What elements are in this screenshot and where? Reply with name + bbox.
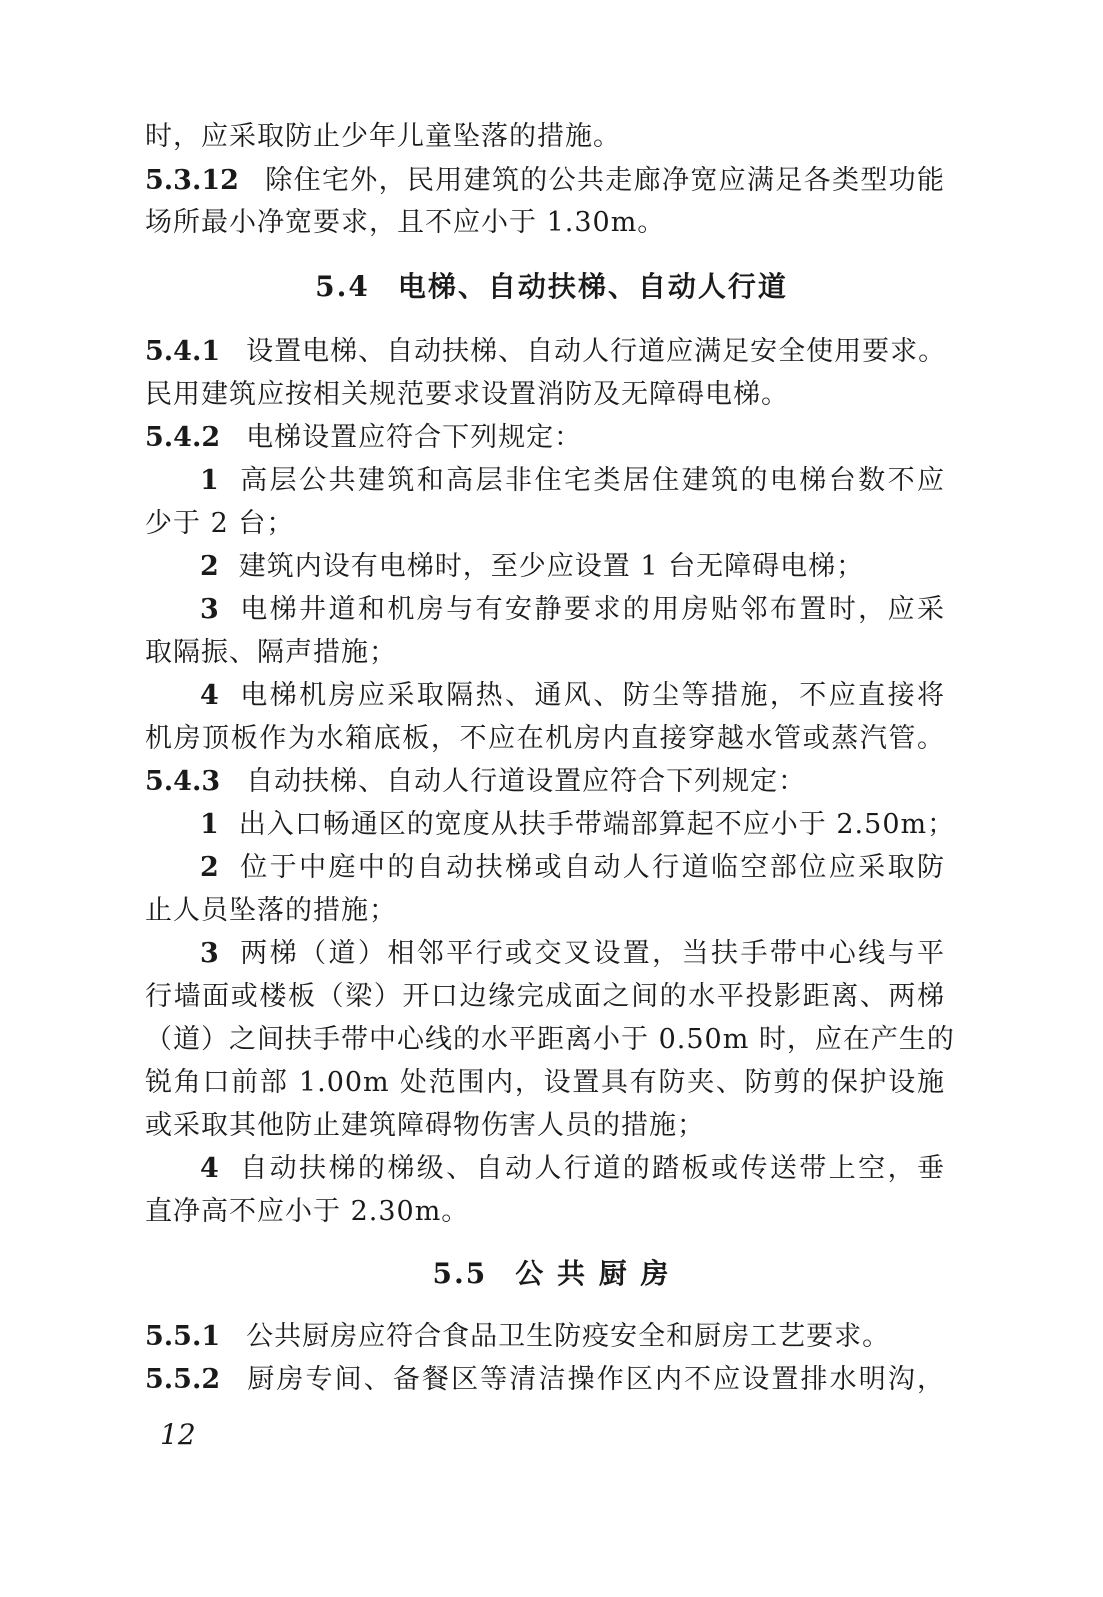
list-item-5-4-2-1 [200, 464, 945, 498]
list-item-5-4-3-2 [200, 851, 945, 885]
clause-number: 5.4.1 [145, 336, 221, 367]
section-heading-5-5 [0, 1256, 1103, 1292]
item-text: 出入口畅通区的宽度从扶手带端部算起不应小于 2.50m； [238, 809, 956, 840]
list-item-5-4-2-3 [200, 593, 945, 627]
item-text: 高层公共建筑和高层非住宅类居住建筑的电梯台数不应 [238, 465, 945, 496]
clause-text: 电梯设置应符合下列规定： [246, 422, 583, 453]
paragraph-line: 场所最小净宽要求，且不应小于 1.30m。 [145, 207, 666, 238]
item-text: 两梯（道）相邻平行或交叉设置，当扶手带中心线与平 [238, 938, 945, 969]
section-title: 电梯、自动扶梯、自动人行道 [397, 270, 788, 303]
section-number: 5.4 [315, 270, 370, 303]
item-text: 电梯机房应采取隔热、通风、防尘等措施，不应直接将 [238, 680, 945, 711]
clause-5-5-1 [145, 1320, 945, 1354]
clause-text: 厨房专间、备餐区等清洁操作区内不应设置排水明沟， [246, 1364, 945, 1395]
clause-text: 公共厨房应符合食品卫生防疫安全和厨房工艺要求。 [246, 1321, 891, 1352]
item-number: 2 [200, 852, 219, 883]
clause-text: 设置电梯、自动扶梯、自动人行道应满足安全使用要求。 [246, 336, 947, 367]
item-text: 建筑内设有电梯时，至少应设置 1 台无障碍电梯； [238, 551, 865, 582]
item-number: 2 [200, 551, 219, 582]
list-item-5-4-2-2 [200, 550, 945, 584]
paragraph-line: 时，应采取防止少年儿童坠落的措施。 [145, 121, 621, 152]
section-title: 公 共 厨 房 [515, 1257, 671, 1290]
clause-number: 5.5.1 [145, 1321, 221, 1352]
clause-number: 5.3.12 [145, 165, 239, 196]
section-heading-5-4 [0, 269, 1103, 305]
item-number: 3 [200, 938, 219, 969]
list-item-5-4-3-1 [200, 808, 956, 842]
list-item-5-4-2-4 [200, 679, 945, 713]
paragraph-line: 直净高不应小于 2.30m。 [145, 1196, 470, 1227]
clause-number: 5.4.2 [145, 422, 221, 453]
paragraph-line: 或采取其他防止建筑障碍物伤害人员的措施； [145, 1110, 705, 1141]
paragraph-line: 止人员坠落的措施； [145, 895, 397, 926]
paragraph-line: （道）之间扶手带中心线的水平距离小于 0.50m 时，应在产生的 [145, 1024, 955, 1055]
item-text: 电梯井道和机房与有安静要求的用房贴邻布置时，应采 [238, 594, 945, 625]
paragraph-line: 锐角口前部 1.00m 处范围内，设置具有防夹、防剪的保护设施 [145, 1067, 945, 1098]
clause-text: 自动扶梯、自动人行道设置应符合下列规定： [246, 766, 807, 797]
clause-number: 5.5.2 [145, 1364, 221, 1395]
list-item-5-4-3-4 [200, 1152, 945, 1186]
clause-5-5-2 [145, 1363, 945, 1397]
section-number: 5.5 [432, 1257, 488, 1290]
list-item-5-4-3-3 [200, 937, 945, 971]
paragraph-line: 取隔振、隔声措施； [145, 637, 397, 668]
item-number: 3 [200, 594, 219, 625]
item-text: 位于中庭中的自动扶梯或自动人行道临空部位应采取防 [238, 852, 945, 883]
item-number: 1 [200, 809, 219, 840]
paragraph-line: 民用建筑应按相关规范要求设置消防及无障碍电梯。 [145, 379, 789, 410]
page-number: 12 [160, 1418, 196, 1451]
clause-text: 除住宅外，民用建筑的公共走廊净宽应满足各类型功能 [264, 165, 945, 196]
clause-5-4-2 [145, 421, 945, 455]
item-number: 4 [200, 680, 219, 711]
paragraph-line: 机房顶板作为水箱底板，不应在机房内直接穿越水管或蒸汽管。 [145, 723, 945, 754]
item-text: 自动扶梯的梯级、自动人行道的踏板或传送带上空，垂 [238, 1153, 945, 1184]
clause-5-4-3 [145, 765, 945, 799]
item-number: 1 [200, 465, 219, 496]
item-number: 4 [200, 1153, 219, 1184]
paragraph-line: 少于 2 台； [145, 508, 295, 539]
clause-5-3-12 [145, 164, 945, 198]
clause-number: 5.4.3 [145, 766, 221, 797]
clause-5-4-1 [145, 335, 945, 369]
paragraph-line: 行墙面或楼板（梁）开口边缘完成面之间的水平投影距离、两梯 [145, 981, 945, 1012]
